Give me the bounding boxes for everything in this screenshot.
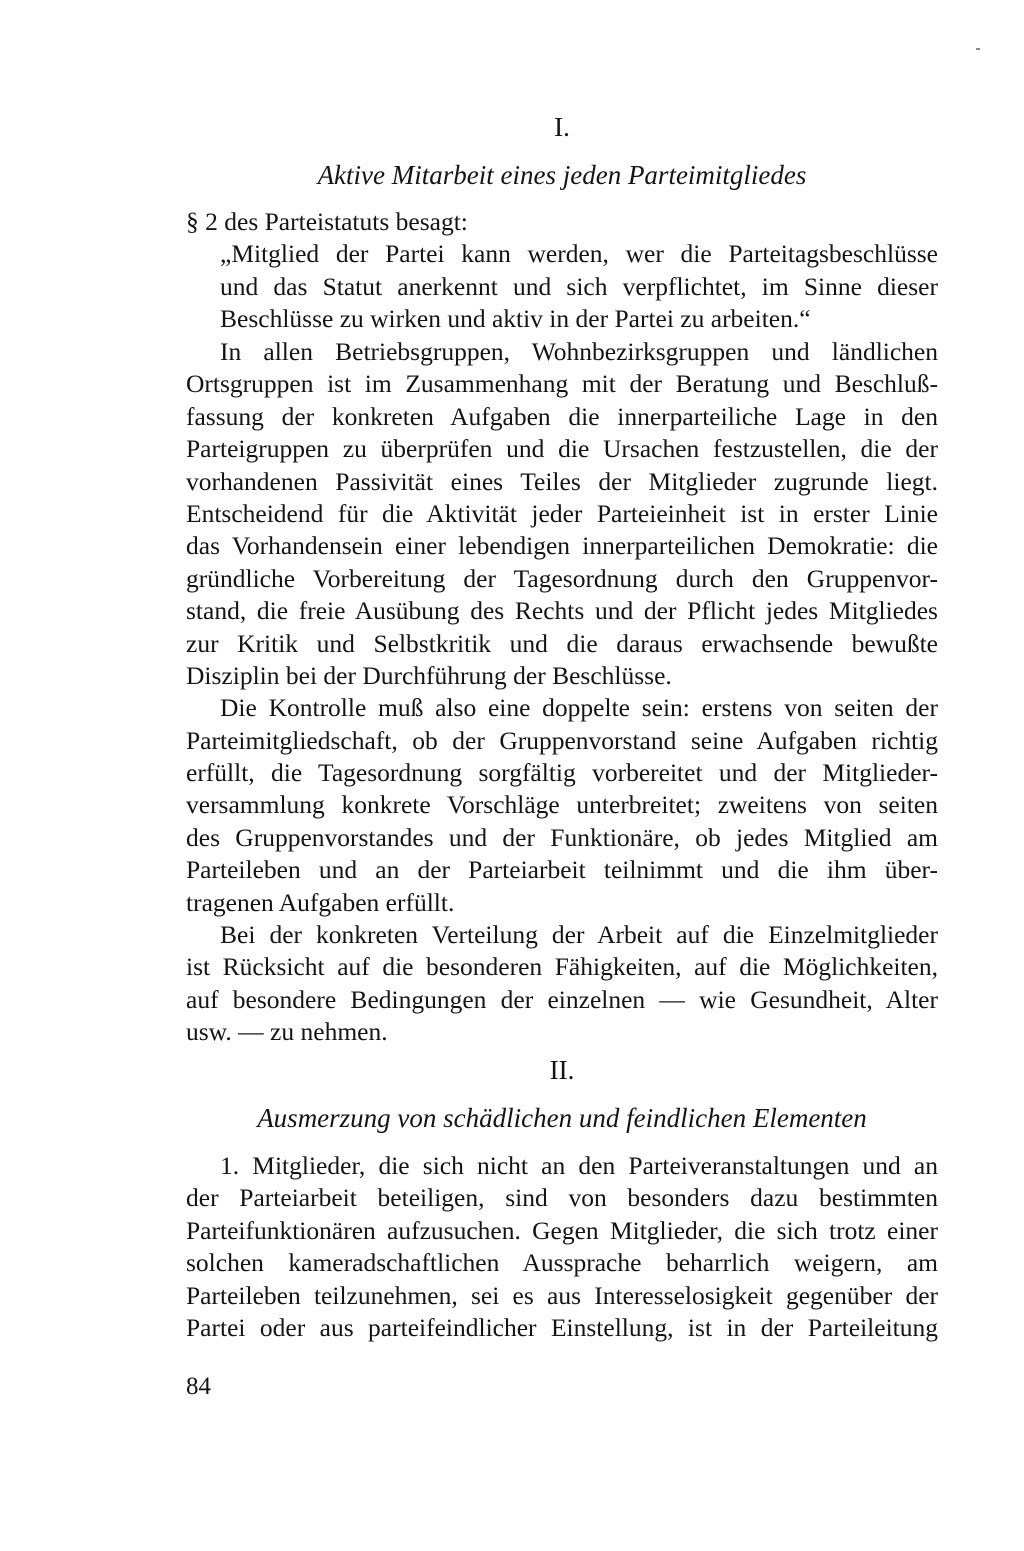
text-line: tragenen Aufgaben erfüllt. [186, 887, 455, 917]
paragraph [186, 1150, 938, 1344]
quote-line: „Mitglied der Partei kann werden, wer die Parteitagsbeschlüsse [220, 239, 938, 269]
text-line: vorhandenen Passivität eines Teiles der Mitglieder zugrunde liegt. [186, 466, 938, 496]
text-line: In allen Betriebsgruppen, Wohnbezirksgruppen und ländlichen [220, 337, 938, 366]
text-line: gründliche Vorbereitung der Tagesordnung durch den Gruppenvor- [186, 563, 938, 593]
text-line: erfüllt, die Tagesordnung sorgfältig vorbereitet und der Mitglieder- [186, 758, 938, 788]
text-line: Parteileben und an der Parteiarbeit teilnimmt und die ihm über- [186, 855, 938, 885]
text-line: Parteigruppen zu überprüfen und die Ursachen festzustellen, die der [186, 434, 938, 464]
scan-speck [976, 48, 980, 50]
text-line: fassung der konkreten Aufgaben die innerparteiliche Lage in den [186, 401, 938, 431]
text-line: des Gruppenvorstandes und der Funktionäre, ob jedes Mitglied am [186, 822, 938, 852]
text-line: Parteifunktionären aufzusuchen. Gegen Mitglieder, die sich trotz einer [186, 1215, 938, 1245]
quote-line: Beschlüsse zu wirken und aktiv in der Partei zu arbeiten.“ [220, 304, 811, 334]
page-number: 84 [186, 1373, 211, 1400]
text-line: Ortsgruppen ist im Zusammenhang mit der Beratung und Beschluß- [186, 369, 938, 399]
text-line: Partei oder aus parteifeindlicher Einstellung, ist in der Parteileitung [186, 1312, 938, 1342]
text-line: § 2 des Parteistatuts besagt: [186, 207, 468, 236]
text-line: stand, die freie Ausübung des Rechts und der Pflicht jedes Mitgliedes [186, 596, 938, 626]
text-line: Disziplin bei der Durchführung der Beschlüsse. [186, 660, 672, 690]
section-numeral: II. [549, 1055, 575, 1085]
section-heading: Aktive Mitarbeit eines jeden Parteimitgliedes [317, 160, 807, 190]
text-line: Parteimitgliedschaft, ob der Gruppenvorstand seine Aufgaben richtig [186, 725, 938, 755]
text-line: ist Rücksicht auf die besonderen Fähigkeiten, auf die Möglichkeiten, [186, 952, 938, 982]
text-line: das Vorhandensein einer lebendigen innerparteilichen Demokratie: die [186, 531, 938, 561]
text-line: zur Kritik und Selbstkritik und die daraus erwachsende bewußte [186, 628, 938, 658]
text-line: solchen kameradschaftlichen Aussprache beharrlich weigern, am [186, 1248, 938, 1278]
text-line: usw. — zu nehmen. [186, 1017, 388, 1047]
text-line: auf besondere Bedingungen der einzelnen — wie Gesundheit, Alter [186, 984, 938, 1014]
section-body [186, 206, 938, 336]
text-line: versammlung konkrete Vorschläge unterbreitet; zweitens von seiten [186, 790, 938, 820]
text-line: 1. Mitglieder, die sich nicht an den Parteiveranstaltungen und an [220, 1151, 938, 1180]
paragraph [186, 336, 938, 1049]
section-numeral: I. [554, 112, 570, 142]
text-line: Die Kontrolle muß also eine doppelte sein: erstens von seiten der [220, 693, 938, 723]
section-heading: Ausmerzung von schädlichen und feindlichen Elementen [257, 1103, 867, 1133]
text-line: Entscheidend für die Aktivität jeder Parteieinheit ist in erster Linie [186, 498, 938, 528]
text-line: der Parteiarbeit beteiligen, sind von besonders dazu bestimmten [186, 1183, 938, 1213]
text-line: Parteileben teilzunehmen, sei es aus Interesselosigkeit gegenüber der [186, 1280, 938, 1310]
quote-line: und das Statut anerkennt und sich verpflichtet, im Sinne dieser [220, 271, 938, 301]
text-line: Bei der konkreten Verteilung der Arbeit auf die Einzelmitglieder [220, 920, 938, 950]
